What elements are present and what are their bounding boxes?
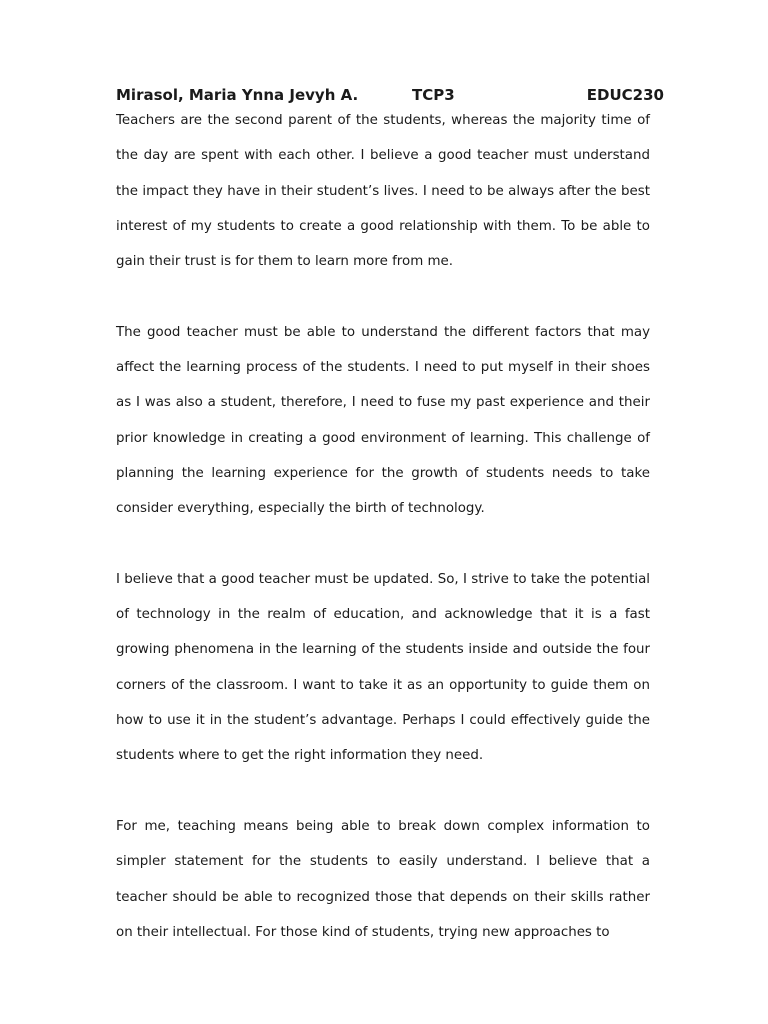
paragraph: Teachers are the second parent of the students, whereas the majority time of the day are spent with each other. I believe a good teacher must understand the impact they have in their student’s lives. I need to be always after the best interest of my students to create a good relationship with them. To be able to gain their trust is for them to learn more from me. (116, 113, 650, 270)
course-code: EDUC230 (586, 86, 664, 104)
paragraph: I believe that a good teacher must be updated. So, I strive to take the potential of technology in the realm of education, and acknowledge that it is a fast growing phenomena in the learning of the students inside and outside the four corners of the classroom. I want to take it as an opportunity to guide them on how to use it in the student’s advantage. Perhaps I could effectively guide the students where to get the right information they need. (116, 571, 650, 764)
section-code: TCP3 (412, 86, 455, 104)
essay-body (116, 103, 650, 985)
paragraph: The good teacher must be able to understand the different factors that may affect the learning process of the students. I need to put myself in their shoes as I was also a student, therefore, I need to fuse my past experience and their prior knowledge in creating a good environment of learning. This challenge of planning the learning experience for the growth of students needs to take consider everything, especially the birth of technology. (116, 324, 650, 517)
author-name: Mirasol, Maria Ynna Jevyh A. (116, 86, 359, 104)
paragraph: For me, teaching means being able to break down complex information to simpler statement for the students to easily understand. I believe that a teacher should be able to recognized those that depends on their skills rather on their intellectual. For those kind of students, trying new approaches to (116, 818, 650, 940)
